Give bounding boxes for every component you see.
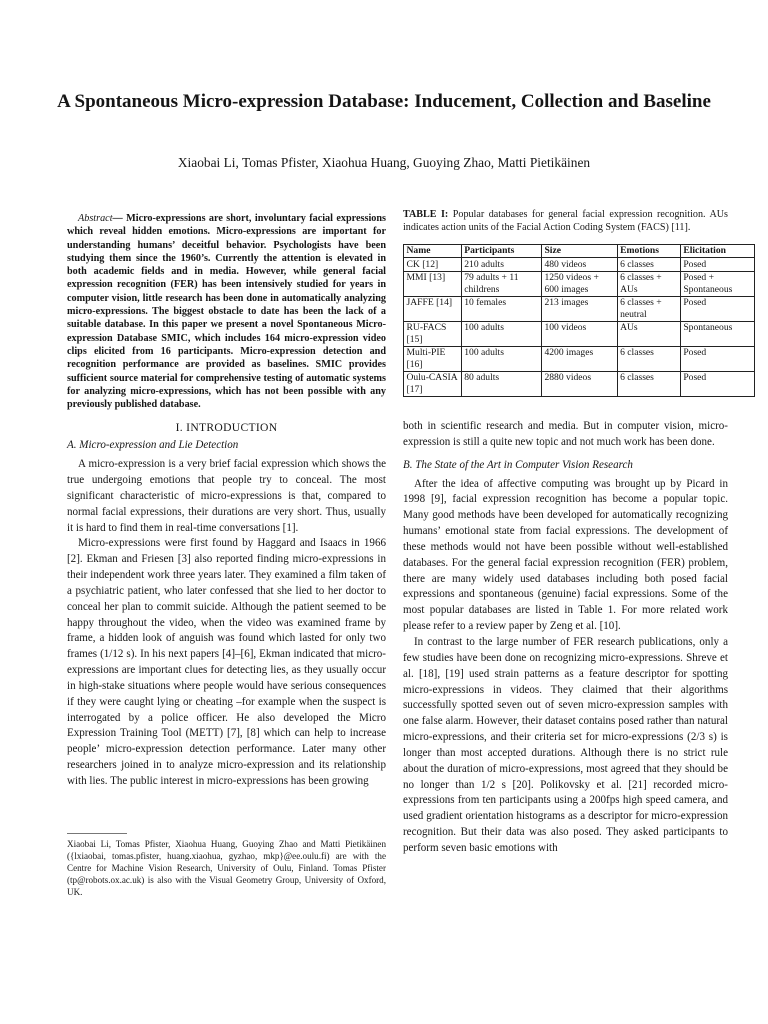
intro-paragraph-2: Micro-expressions were first found by Haggard and Isaacs in 1966 [2]. Ekman and Friesen [3] also reported finding micro-expressions in their independent work three years later. They examined a film taken of a psychiatric patient, who later confessed that she lied to her doctor to conceal her plan to commit suicide. Although the patient seemed to be happy throughout the video, when the video was examined frame by frame, a hidden look of anguish was found which lasted for only two frames (1/12 s). In his next papers [4]–[6], Ekman indicated that micro-expressions are important clues for detecting lies, as they usually occur in high-stake situations where people would have serious consequences if they were caught lying or cheating –for example when the suspect is interrogated by a police officer. He also developed the Micro Expression Training Tool (METT) [7], [8] which can help to increase people’ micro-expression detection performance. Later many other researchers joined in to analyze micro-expression and its relationship with lies. The public interest in micro-expressions has been growing [67, 537, 386, 788]
table-cell: 100 adults [461, 346, 541, 371]
table-cell: Posed [680, 296, 754, 321]
table-cell: 100 videos [541, 321, 617, 346]
table-cell: 10 females [461, 296, 541, 321]
table-cell: 2880 videos [541, 371, 617, 396]
table-row [404, 321, 755, 346]
table-cell: 213 images [541, 296, 617, 321]
abstract-text: — Micro-expressions are short, involuntary facial expressions which reveal hidden emotions. Micro-expressions are important for understanding humans’ deceitful behavior. Psychologists have been studying them since the 1960’s. Currently the attention is elevated in both academic fields and in media. However, while general facial expression recognition (FER) has been intensively studied for years in computer vision, little research has been done in automatically analyzing micro-expressions. The biggest obstacle to date has been the lack of a suitable database. In this paper we present a novel Spontaneous Micro-expression Database SMIC, which includes 164 micro-expression video clips elicited from 16 participants. Micro-expression detection and recognition performance are provided as baselines. SMIC provides sufficient source material for comprehensive testing of automatic systems for analyzing micro-expressions, which has not been possible with any previously published database. [67, 213, 386, 411]
footnote-rule [67, 833, 127, 834]
intro-paragraph-1: A micro-expression is a very brief facial expression which shows the true undergoing emotions that people try to conceal. The most significant characteristic of micro-expressions is that, compared to normal facial expressions, their durations are very short. Thus, usually it is hard to find them in real-time conversations [1]. [67, 458, 386, 534]
author-list: Xiaobai Li, Tomas Pfister, Xiaohua Huang, Guoying Zhao, Matti Pietikäinen [177, 155, 591, 170]
table-cell: Oulu-CASIA [17] [404, 371, 462, 396]
table-block [403, 208, 733, 397]
table-cell: 80 adults [461, 371, 541, 396]
abstract-label: Abstract [78, 213, 113, 224]
state-of-art-paragraph-1: After the idea of affective computing was brought up by Picard in 1998 [9], facial expression recognition has become a popular topic. Many good methods have been developed for automatically recognizing humans’ emotional state from facial expressions. The development of these methods would not have been possible without well-established databases. For the general facial expression recognition (FER) problem, there are many widely used databases including both posed facial expressions and spontaneous (genuine) facial expressions. Some of the most popular databases are listed in Table 1. For more related work please refer to a review paper by Zeng et al. [10]. [403, 477, 728, 633]
table-cell: Posed [680, 346, 754, 371]
table-cell: 6 classes + neutral [617, 296, 680, 321]
state-of-art-paragraph-2: In contrast to the large number of FER research publications, only a few studies have been done on recognizing micro-expressions. Shreve et al. [18], [19] used strain patterns as a feature descriptor for spotting micro-expressions in videos. They claimed that their algorithms successfully spotted seven out of seven micro-expression samples with one false alarm. However, their dataset contains posed rather than natural micro-expressions, and their criteria set for micro-expressions (2/3 s) is longer than most accepted durations. Although there is no strict rule about the duration of micro-expressions, most agreed that they should be no longer than 1/2 s [20]. Polikovsky et al. [21] recorded micro-expressions from ten participants using a 200fps high speed camera, and used gradient orientation histograms as a descriptor for micro-expression recognition. But their data was also posed. They asked participants to perform seven basic emotions with [403, 635, 728, 854]
table-cell: JAFFE [14] [404, 296, 462, 321]
table-header-row [404, 244, 755, 258]
database-table [403, 244, 755, 397]
paper-title: A Spontaneous Micro-expression Database: Inducement, Collection and Baseline [57, 91, 711, 112]
table-cell: 79 adults + 11 childrens [461, 271, 541, 296]
table-cell: Posed [680, 371, 754, 396]
table-header-cell: Elicitation [680, 244, 754, 258]
table-cell: 210 adults [461, 258, 541, 272]
table-caption-text: Popular databases for general facial expression recognition. AUs indicates action units of the Facial Action Coding System (FACS) [11]. [403, 209, 728, 234]
table-row [404, 371, 755, 396]
table-row [404, 271, 755, 296]
table-cell: 100 adults [461, 321, 541, 346]
table-cell: Posed [680, 258, 754, 272]
table-cell: CK [12] [404, 258, 462, 272]
author-affiliation-footnote: Xiaobai Li, Tomas Pfister, Xiaohua Huang, Guoying Zhao and Matti Pietikäinen ({lxiaobai, tomas.pfister, huang.xiaohua, gyzhao, mkp}@ee.oulu.fi) are with the Centre for Machine Vision Research, University of Oulu, Finland. Tomas Pfister (tp@robots.ox.ac.uk) is also with the Visual Geometry Group, University of Oxford, UK. [67, 839, 386, 898]
table-cell: 6 classes [617, 258, 680, 272]
section-heading-introduction: I. INTRODUCTION [175, 421, 278, 435]
left-column [67, 212, 386, 790]
table-cell: RU-FACS [15] [404, 321, 462, 346]
right-column-text [403, 419, 728, 857]
subsection-heading-a: A. Micro-expression and Lie Detection [67, 439, 239, 452]
abstract [67, 212, 386, 411]
table-cell: AUs [617, 321, 680, 346]
table-cell: 1250 videos + 600 images [541, 271, 617, 296]
table-row [404, 346, 755, 371]
table-caption [403, 208, 728, 235]
subsection-heading-b: B. The State of the Art in Computer Vision Research [403, 458, 633, 471]
table-cell: 6 classes + AUs [617, 271, 680, 296]
table-cell: 6 classes [617, 371, 680, 396]
table-label: TABLE I: [403, 209, 449, 220]
table-header-cell: Size [541, 244, 617, 258]
table-header-cell: Name [404, 244, 462, 258]
table-row [404, 296, 755, 321]
continuation-paragraph: both in scientific research and media. But in computer vision, micro-expression is still a quite new topic and not much work has been done. [403, 420, 728, 448]
table-cell: Multi-PIE [16] [404, 346, 462, 371]
table-cell: 4200 images [541, 346, 617, 371]
table-cell: 480 videos [541, 258, 617, 272]
table-header-cell: Participants [461, 244, 541, 258]
table-cell: MMI [13] [404, 271, 462, 296]
table-cell: Spontaneous [680, 321, 754, 346]
table-cell: Posed + Spontaneous [680, 271, 754, 296]
table-header-cell: Emotions [617, 244, 680, 258]
table-cell: 6 classes [617, 346, 680, 371]
table-row [404, 258, 755, 272]
